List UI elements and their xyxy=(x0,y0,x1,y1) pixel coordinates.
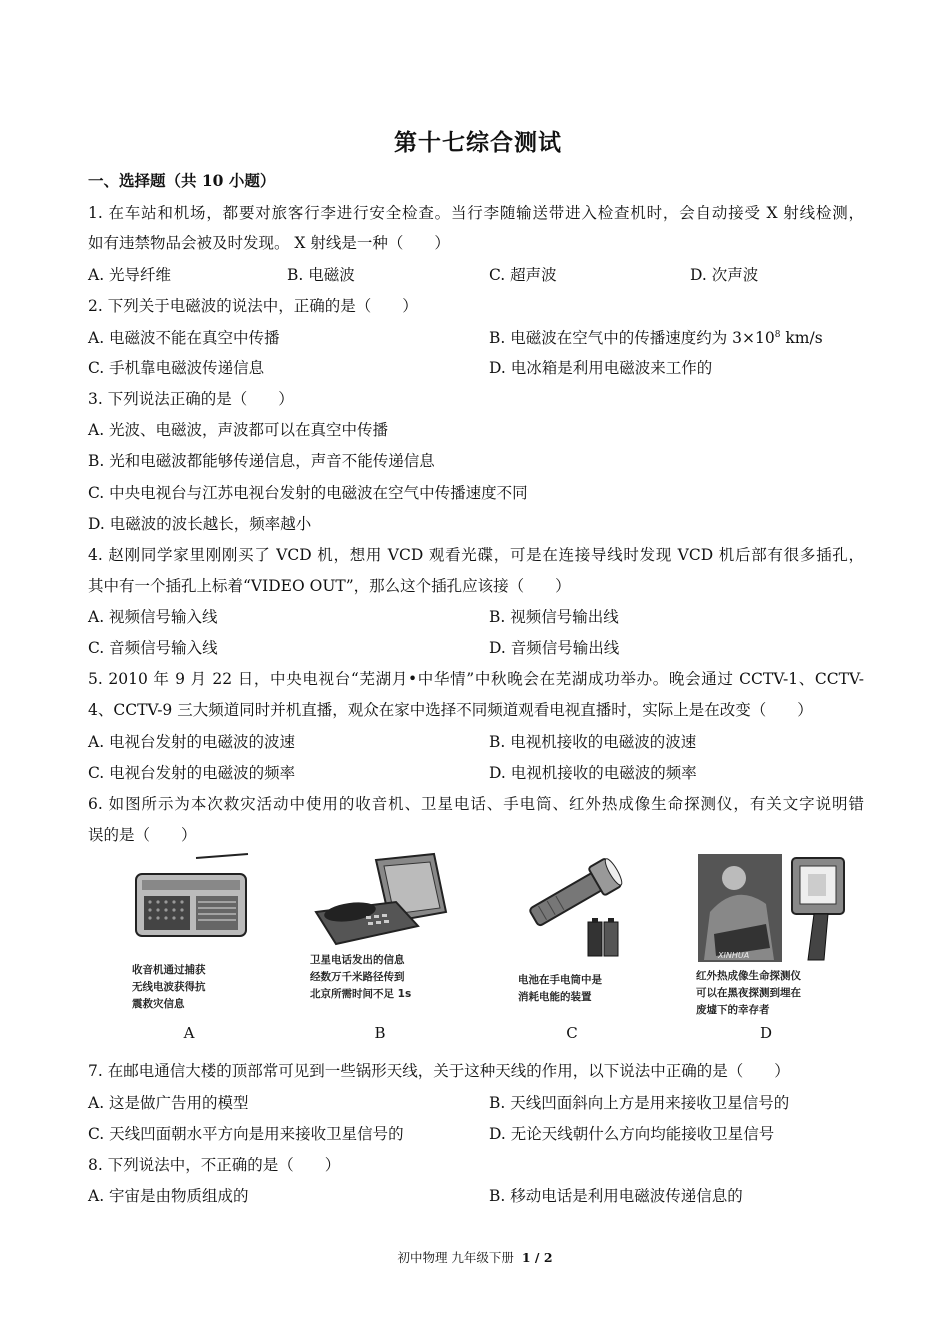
q1-option-b: B. 电磁波 xyxy=(287,266,355,284)
q5-option-a: A. 电视台发射的电磁波的波速 xyxy=(88,733,296,751)
figure-b-label: B xyxy=(374,1024,386,1042)
q5-option-b: B. 电视机接收的电磁波的波速 xyxy=(489,733,697,751)
q2-option-b xyxy=(489,328,823,348)
page-footer xyxy=(0,1248,950,1266)
q7-line-1: 7. 在邮电通信大楼的顶部常可见到一些锅形天线，关于这种天线的作用，以下说法中正确的是（ ） xyxy=(88,1062,790,1080)
figure-c-caption: 电池在手电筒中是 消耗电能的装置 xyxy=(518,974,602,1003)
q5-line-2: 4、CCTV-9 三大频道同时并机直播，观众在家中选择不同频道观看电视直播时，实际上是在改变（ ） xyxy=(88,701,813,719)
q8-option-b: B. 移动电话是利用电磁波传递信息的 xyxy=(489,1187,743,1205)
figure-c xyxy=(508,852,648,1042)
q2-option-b-unit: km/s xyxy=(780,329,823,347)
q4-option-c: C. 音频信号输入线 xyxy=(88,639,218,657)
page-title: 第十七综合测试 xyxy=(394,129,562,156)
q2-option-b-text: B. 电磁波在空气中的传播速度约为 3×10 xyxy=(489,329,775,347)
q8-line-1: 8. 下列说法中，不正确的是（ ） xyxy=(88,1156,341,1174)
q6-figures xyxy=(88,852,868,1052)
q4-line-2: 其中有一个插孔上标着“VIDEO OUT”，那么这个插孔应该接（ ） xyxy=(88,577,571,595)
q2-option-d: D. 电冰箱是利用电磁波来工作的 xyxy=(489,359,713,377)
q3-option-a: A. 光波、电磁波，声波都可以在真空中传播 xyxy=(88,421,389,439)
infrared-detector-icon xyxy=(696,852,856,964)
q1-option-a: A. 光导纤维 xyxy=(88,266,172,284)
q3-line-1: 3. 下列说法正确的是（ ） xyxy=(88,390,294,408)
satellite-phone-icon xyxy=(306,852,456,952)
q3-option-c: C. 中央电视台与江苏电视台发射的电磁波在空气中传播速度不同 xyxy=(88,484,528,502)
q5-option-d: D. 电视机接收的电磁波的频率 xyxy=(489,764,697,782)
figure-c-label: C xyxy=(566,1024,578,1042)
figure-d-label: D xyxy=(759,1024,773,1042)
q2-option-b-exponent: 8 xyxy=(774,330,781,340)
section-heading: 一、选择题（共 10 小题） xyxy=(88,171,276,190)
q4-option-b: B. 视频信号输出线 xyxy=(489,608,619,626)
figure-d-caption: 红外热成像生命探测仪 可以在黑夜探测到埋在 废墟下的幸存者 xyxy=(696,970,801,1016)
figure-d xyxy=(696,852,856,1042)
q2-line-1: 2. 下列关于电磁波的说法中，正确的是（ ） xyxy=(88,297,418,315)
figure-b xyxy=(306,852,456,1042)
q1-option-d: D. 次声波 xyxy=(690,266,759,284)
figure-a-caption: 收音机通过捕获 无线电波获得抗 震救灾信息 xyxy=(132,964,206,1010)
q2-option-c: C. 手机靠电磁波传递信息 xyxy=(88,359,265,377)
q1-line-1: 1. 在车站和机场，都要对旅客行李进行安全检查。当行李随输送带进入检查机时，会自动接受 X 射线检测， xyxy=(88,204,864,222)
figure-b-caption: 卫星电话发出的信息 经数万千米路径传到 北京所需时间不足 1s xyxy=(310,954,412,1000)
q6-line-1: 6. 如图所示为本次救灾活动中使用的收音机、卫星电话、手电筒、红外热成像生命探测仪，有关文字说明错 xyxy=(88,795,864,813)
q1-line-2: 如有违禁物品会被及时发现。 X 射线是一种（ ） xyxy=(88,234,450,252)
q8-option-a: A. 宇宙是由物质组成的 xyxy=(88,1187,249,1205)
q3-option-d: D. 电磁波的波长越长，频率越小 xyxy=(88,515,312,533)
q7-option-c: C. 天线凹面朝水平方向是用来接收卫星信号的 xyxy=(88,1125,404,1143)
q4-line-1: 4. 赵刚同学家里刚刚买了 VCD 机，想用 VCD 观看光碟，可是在连接导线时发现 VCD 机后部有很多插孔， xyxy=(88,546,864,564)
q4-option-d: D. 音频信号输出线 xyxy=(489,639,620,657)
radio-icon xyxy=(128,852,258,952)
q5-option-c: C. 电视台发射的电磁波的频率 xyxy=(88,764,296,782)
q5-line-1: 5. 2010 年 9 月 22 日，中央电视台“芜湖月•中华情”中秋晚会在芜湖成功举办。晚会通过 CCTV-1、CCTV- xyxy=(88,670,864,688)
figure-d-watermark: XINHUA xyxy=(718,951,750,960)
footer-course: 初中物理 九年级下册 xyxy=(397,1250,514,1265)
q2-option-a: A. 电磁波不能在真空中传播 xyxy=(88,329,280,347)
flashlight-icon xyxy=(508,852,648,962)
q1-option-c: C. 超声波 xyxy=(489,266,557,284)
q7-option-b: B. 天线凹面斜向上方是用来接收卫星信号的 xyxy=(489,1094,790,1112)
q3-option-b: B. 光和电磁波都能够传递信息，声音不能传递信息 xyxy=(88,452,435,470)
figure-a-label: A xyxy=(183,1024,195,1042)
figure-a xyxy=(128,852,258,1042)
q4-option-a: A. 视频信号输入线 xyxy=(88,608,218,626)
q6-line-2: 误的是（ ） xyxy=(88,826,197,844)
page-number: 1 / 2 xyxy=(521,1250,553,1265)
q7-option-a: A. 这是做广告用的模型 xyxy=(88,1094,249,1112)
q7-option-d: D. 无论天线朝什么方向均能接收卫星信号 xyxy=(489,1125,775,1143)
